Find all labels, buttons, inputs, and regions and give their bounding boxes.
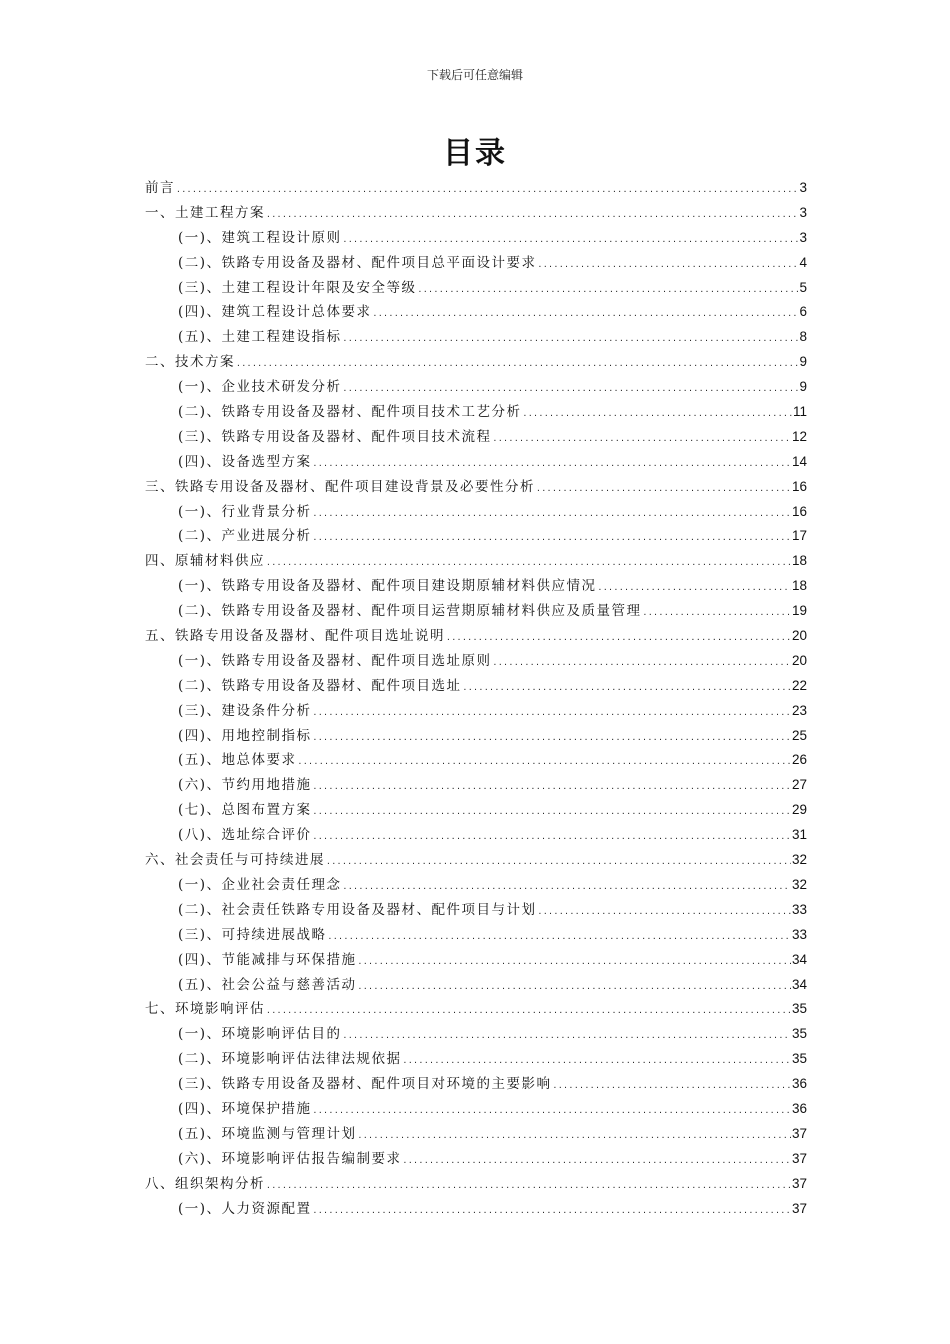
toc-entry[interactable] [145, 773, 807, 798]
toc-entry[interactable] [145, 699, 807, 724]
toc-entry-text: (一)、环境影响评估目的 [178, 1026, 342, 1043]
toc-page-number: 37 [791, 1150, 807, 1166]
toc-dot-leader [538, 900, 791, 925]
toc-dot-leader [643, 601, 791, 626]
toc-dot-leader [313, 1099, 791, 1124]
toc-entry[interactable] [145, 1072, 807, 1097]
toc-entry-text: 五、铁路专用设备及器材、配件项目选址说明 [145, 628, 445, 645]
toc-page-number: 37 [791, 1175, 807, 1191]
toc-entry-text: (五)、地总体要求 [178, 752, 297, 769]
toc-page-number: 33 [791, 926, 807, 942]
toc-dot-leader [236, 352, 798, 377]
toc-dot-leader [176, 178, 798, 203]
toc-entry[interactable] [145, 624, 807, 649]
toc-entry[interactable] [145, 201, 807, 226]
toc-entry-text: (三)、铁路专用设备及器材、配件项目技术流程 [178, 428, 492, 445]
toc-entry[interactable] [145, 1022, 807, 1047]
toc-page-number: 33 [791, 901, 807, 917]
toc-entry[interactable] [145, 674, 807, 699]
toc-entry-text: (五)、土建工程建设指标 [178, 329, 342, 346]
toc-page-number: 37 [791, 1200, 807, 1216]
toc-entry-text: (五)、环境监测与管理计划 [178, 1125, 357, 1142]
toc-entry[interactable] [145, 276, 807, 301]
toc-entry[interactable] [145, 549, 807, 574]
toc-page-number: 14 [791, 453, 807, 469]
toc-entry-text: (三)、土建工程设计年限及安全等级 [178, 279, 417, 296]
toc-dot-leader [328, 925, 791, 950]
toc-entry[interactable] [145, 475, 807, 500]
toc-entry[interactable] [145, 524, 807, 549]
toc-page-number: 3 [799, 229, 807, 245]
toc-entry-text: (二)、环境影响评估法律法规依据 [178, 1051, 402, 1068]
toc-dot-leader [298, 750, 791, 775]
toc-entry-text: 三、铁路专用设备及器材、配件项目建设背景及必要性分析 [145, 478, 535, 495]
toc-entry[interactable] [145, 251, 807, 276]
toc-dot-leader [313, 726, 791, 751]
toc-dot-leader [463, 676, 791, 701]
toc-dot-leader [403, 1049, 791, 1074]
toc-dot-leader [523, 402, 792, 427]
toc-entry[interactable] [145, 873, 807, 898]
toc-page-number: 4 [799, 254, 807, 270]
toc-dot-leader [358, 1124, 791, 1149]
toc-page-number: 17 [791, 528, 807, 544]
toc-page-number: 34 [791, 951, 807, 967]
toc-dot-leader [313, 452, 791, 477]
toc-page-number: 32 [791, 852, 807, 868]
toc-dot-leader [446, 626, 791, 651]
toc-entry-text: 六、社会责任与可持续进展 [145, 852, 325, 869]
toc-entry-text: (一)、行业背景分析 [178, 503, 312, 520]
toc-entry-text: (四)、建筑工程设计总体要求 [178, 304, 372, 321]
toc-entry[interactable] [145, 1097, 807, 1122]
toc-dot-leader [343, 377, 799, 402]
toc-entry[interactable] [145, 450, 807, 475]
toc-dot-leader [313, 825, 791, 850]
toc-page-number: 29 [791, 802, 807, 818]
toc-dot-leader [538, 253, 799, 278]
toc-dot-leader [313, 775, 791, 800]
toc-entry-text: 七、环境影响评估 [145, 1001, 265, 1018]
toc-dot-leader [493, 651, 791, 676]
toc-page-number: 27 [791, 777, 807, 793]
toc-page-number: 12 [791, 428, 807, 444]
toc-dot-leader [266, 551, 791, 576]
toc-entry-text: (二)、产业进展分析 [178, 528, 312, 545]
toc-entry[interactable] [145, 649, 807, 674]
toc-entry-text: (一)、铁路专用设备及器材、配件项目建设期原辅材料供应情况 [178, 578, 597, 595]
toc-entry-text: (三)、建设条件分析 [178, 702, 312, 719]
toc-page-number: 22 [791, 677, 807, 693]
toc-page-number: 35 [791, 1026, 807, 1042]
toc-entry[interactable] [145, 176, 807, 201]
toc-entry[interactable] [145, 1122, 807, 1147]
toc-page-number: 16 [791, 503, 807, 519]
toc-page-number: 23 [791, 702, 807, 718]
toc-entry[interactable] [145, 798, 807, 823]
toc-page-number: 16 [791, 478, 807, 494]
toc-dot-leader [313, 800, 791, 825]
toc-page-number: 35 [791, 1001, 807, 1017]
toc-entry-text: (二)、铁路专用设备及器材、配件项目运营期原辅材料供应及质量管理 [178, 603, 642, 620]
toc-dot-leader [343, 228, 799, 253]
toc-entry-text: 二、技术方案 [145, 354, 235, 371]
toc-entry-text: (三)、铁路专用设备及器材、配件项目对环境的主要影响 [178, 1076, 552, 1093]
toc-entry[interactable] [145, 300, 807, 325]
toc-page-number: 37 [791, 1125, 807, 1141]
toc-entry[interactable] [145, 599, 807, 624]
toc-page-number: 32 [791, 876, 807, 892]
toc-entry-text: 四、原辅材料供应 [145, 553, 265, 570]
toc-entry-text: (二)、社会责任铁路专用设备及器材、配件项目与计划 [178, 901, 537, 918]
toc-dot-leader [313, 526, 791, 551]
toc-page-number: 18 [791, 553, 807, 569]
toc-entry[interactable] [145, 973, 807, 998]
toc-entry-text: (六)、环境影响评估报告编制要求 [178, 1150, 402, 1167]
toc-entry[interactable] [145, 400, 807, 425]
toc-dot-leader [266, 999, 791, 1024]
toc-entry-text: (一)、建筑工程设计原则 [178, 229, 342, 246]
toc-dot-leader [373, 302, 799, 327]
toc-entry-text: 八、组织架构分析 [145, 1175, 265, 1192]
toc-entry[interactable] [145, 1147, 807, 1172]
toc-page-number: 11 [792, 404, 807, 420]
toc-page-number: 8 [799, 329, 807, 345]
toc-entry-text: (一)、企业社会责任理念 [178, 876, 342, 893]
toc-entry-text: 一、土建工程方案 [145, 204, 265, 221]
toc-entry-text: 前言 [145, 180, 175, 196]
toc-entry[interactable] [145, 425, 807, 450]
toc-dot-leader [266, 203, 798, 228]
toc-page-number: 25 [791, 727, 807, 743]
toc-dot-leader [358, 975, 791, 1000]
toc-entry-text: (四)、用地控制指标 [178, 727, 312, 744]
header-note: 下载后可任意编辑 [426, 68, 523, 82]
toc-entry-text: (一)、人力资源配置 [178, 1200, 312, 1217]
toc-entry-text: (一)、企业技术研发分析 [178, 379, 342, 396]
toc-page-number: 20 [791, 628, 807, 644]
toc-entry-text: (三)、可持续进展战略 [178, 926, 327, 943]
toc-dot-leader [343, 1024, 791, 1049]
toc-page-number: 3 [799, 204, 807, 220]
toc-page-number: 9 [799, 354, 807, 370]
toc-dot-leader [553, 1074, 791, 1099]
toc-dot-leader [343, 327, 799, 352]
toc-dot-leader [313, 502, 791, 527]
toc-entry-text: (二)、铁路专用设备及器材、配件项目技术工艺分析 [178, 404, 522, 421]
toc-page-number: 26 [791, 752, 807, 768]
toc-entry-text: (七)、总图布置方案 [178, 802, 312, 819]
toc-page-number: 34 [791, 976, 807, 992]
toc-entry[interactable] [145, 500, 807, 525]
toc-entry[interactable] [145, 997, 807, 1022]
toc-page-number: 6 [799, 304, 807, 320]
toc-entry-text: (二)、铁路专用设备及器材、配件项目选址 [178, 677, 462, 694]
toc-entry[interactable] [145, 724, 807, 749]
toc-entry-text: (一)、铁路专用设备及器材、配件项目选址原则 [178, 652, 492, 669]
toc-title: 目录 [443, 136, 507, 171]
toc-entry[interactable] [145, 574, 807, 599]
toc-page-number: 35 [791, 1051, 807, 1067]
toc-page-number: 5 [799, 279, 807, 295]
toc-entry[interactable] [145, 923, 807, 948]
toc-dot-leader [536, 477, 791, 502]
toc-entry-text: (二)、铁路专用设备及器材、配件项目总平面设计要求 [178, 254, 537, 271]
toc-entry[interactable] [145, 325, 807, 350]
toc-dot-leader [598, 576, 791, 601]
toc-page-number: 9 [799, 379, 807, 395]
toc-entry[interactable] [145, 1172, 807, 1197]
toc-entry-text: (五)、社会公益与慈善活动 [178, 976, 357, 993]
toc-page-number: 3 [799, 180, 807, 195]
toc-entry-text: (八)、选址综合评价 [178, 827, 312, 844]
toc-entry[interactable] [145, 375, 807, 400]
toc-dot-leader [313, 1199, 791, 1224]
toc-page-number: 31 [791, 827, 807, 843]
toc-entry[interactable] [145, 1197, 807, 1222]
toc-entry[interactable] [145, 948, 807, 973]
toc-dot-leader [493, 427, 791, 452]
toc-entry-text: (四)、节能减排与环保措施 [178, 951, 357, 968]
toc-entry-text: (四)、设备选型方案 [178, 453, 312, 470]
toc-dot-leader [358, 950, 791, 975]
toc-entry[interactable] [145, 823, 807, 848]
table-of-contents [145, 176, 807, 1221]
toc-page-number: 36 [791, 1076, 807, 1092]
toc-page-number: 18 [791, 578, 807, 594]
toc-entry[interactable] [145, 898, 807, 923]
toc-dot-leader [313, 701, 791, 726]
toc-entry[interactable] [145, 748, 807, 773]
toc-dot-leader [343, 875, 791, 900]
toc-page-number: 36 [791, 1100, 807, 1116]
toc-page-number: 19 [791, 603, 807, 619]
toc-dot-leader [326, 850, 791, 875]
toc-entry-text: (四)、环境保护措施 [178, 1100, 312, 1117]
toc-entry[interactable] [145, 848, 807, 873]
toc-entry[interactable] [145, 226, 807, 251]
toc-entry[interactable] [145, 1047, 807, 1072]
toc-dot-leader [418, 278, 799, 303]
toc-dot-leader [403, 1149, 791, 1174]
toc-entry-text: (六)、节约用地措施 [178, 777, 312, 794]
toc-entry[interactable] [145, 350, 807, 375]
toc-dot-leader [266, 1174, 791, 1199]
toc-page-number: 20 [791, 652, 807, 668]
